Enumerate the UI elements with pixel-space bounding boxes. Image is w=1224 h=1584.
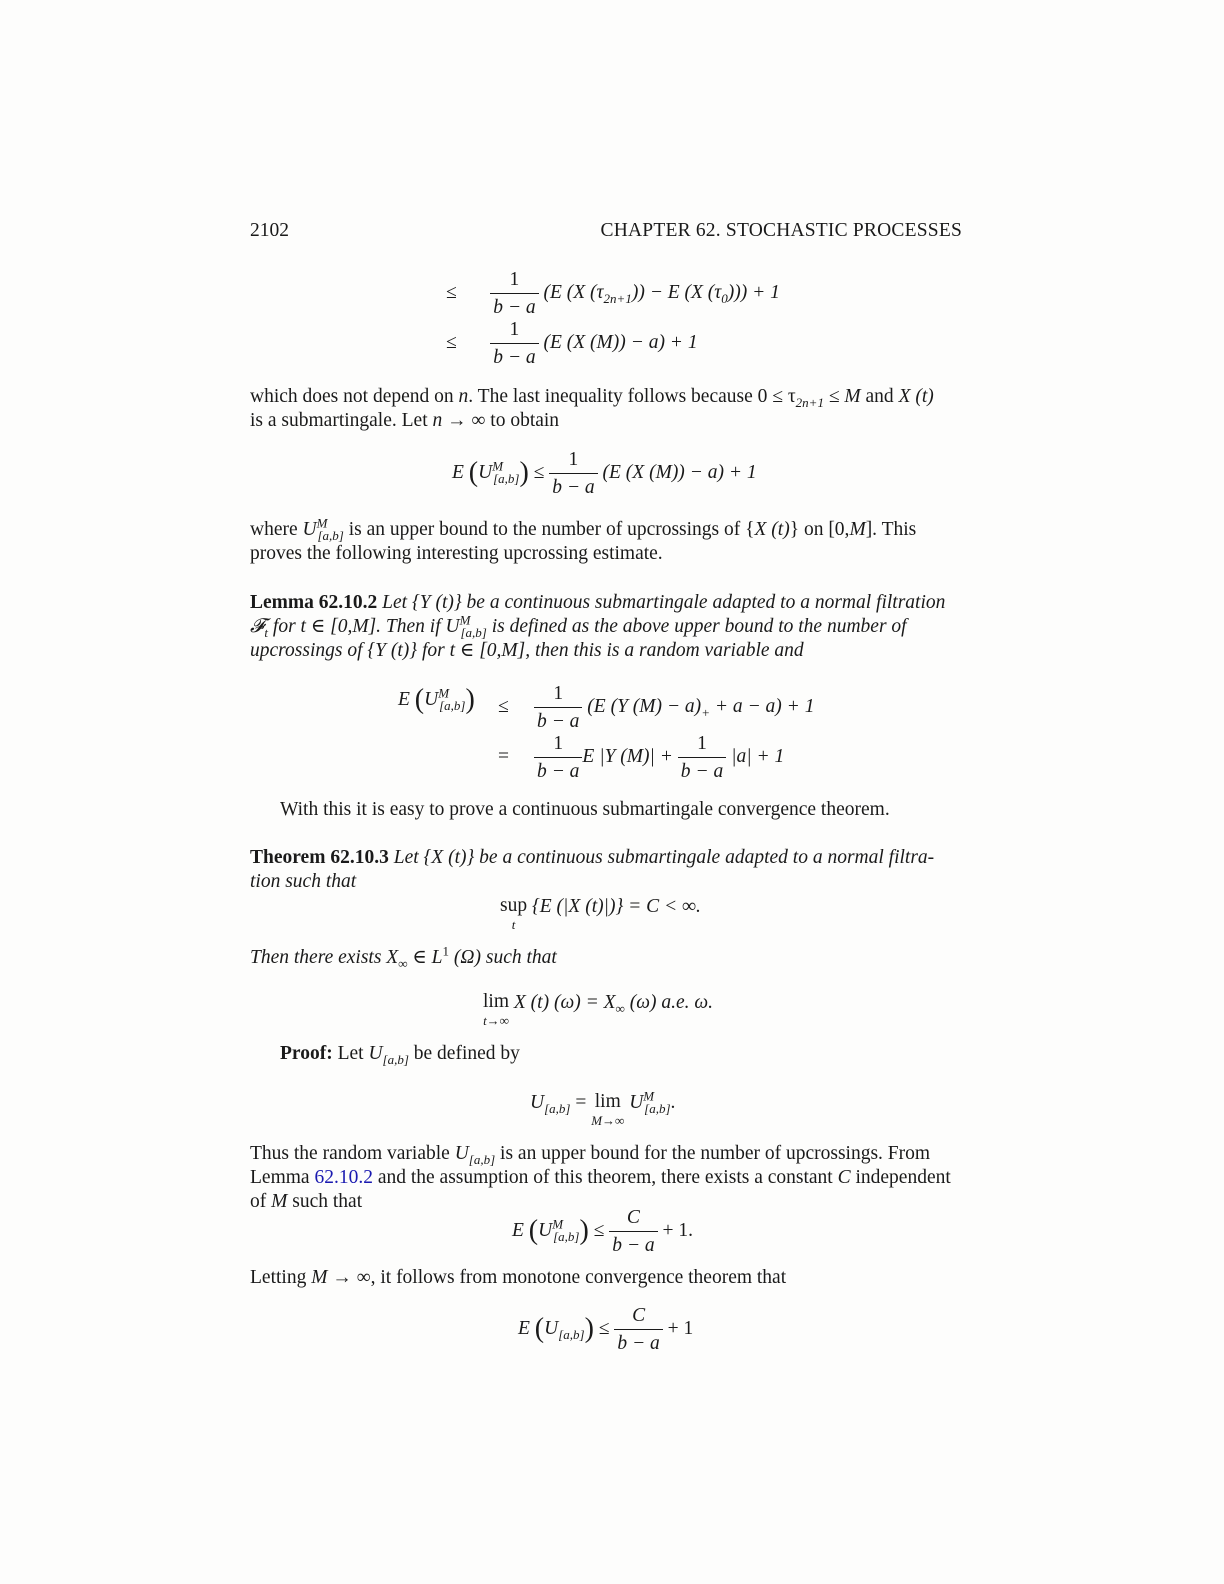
lemma-reference-link[interactable]: 62.10.2 bbox=[314, 1167, 373, 1188]
equation-line-1: ≤ $\frac{1}{b - a}$ (E (X $(\tau_{2n+1})) - E$ (X $(\tau_0))) + 1$ bbox=[446, 269, 780, 318]
paragraph-5: Letting M → ∞, it follows from monotone convergence theorem that bbox=[250, 1267, 787, 1288]
equation-upcross-1: E $(U^M_{[a,b]})$ ≤ $\frac{1}{b - a}$ (E (X (M)) − a) + 1 bbox=[452, 449, 757, 498]
lemma-62-10-2: Lemma 62.10.2 Let {Y (t)} be a continuous submartingale adapted to a normal filtration 𝓕$_t$ for t ∈ [0,M]. Then if $U^M_{[a,b]}$ is defined as the above upper bound to the number of upcrossings of {Y (t)} for t ∈ [0,M], then this is a random variable and bbox=[250, 592, 946, 661]
lemma-eq: = bbox=[498, 746, 509, 767]
lemma-equation-2-rhs: $\frac{1}{b - a}$ E |Y (M)| + $\frac{1}{b - a}$ |a| + 1 bbox=[534, 734, 784, 781]
proof-definition-equation: $U_{[a,b]} = \lim$ M→∞ $U^M_{[a,b]}$. bbox=[530, 1088, 676, 1128]
theorem-sup-equation: sup t {E (|X (t)|)} = C < ∞. bbox=[500, 895, 701, 932]
theorem-conclusion: Then there exists $X_\infty$ ∈ $L^1$ (Ω) such that bbox=[250, 943, 557, 971]
paragraph-2: where $U^M_{[a,b]}$ is an upper bound to the number of upcrossings of {X (t)} on [0,M]. This proves the following interesting upcrossing estimate. bbox=[250, 515, 917, 564]
lemma-le: ≤ bbox=[498, 696, 509, 717]
page bbox=[250, 0, 962, 1584]
lemma-equation-1: E $(U^M_{[a,b]})$ bbox=[398, 684, 475, 715]
paragraph-3: With this it is easy to prove a continuous submartingale convergence theorem. bbox=[280, 799, 890, 820]
bound-equation-1: E $(U^M_{[a,b]})$ ≤ $\frac{C}{b - a}$ + 1. bbox=[512, 1207, 694, 1256]
lemma-equation-1-rhs: $\frac{1}{b - a}$ (E (Y $(M) - a)_+ + a - a) + 1$ bbox=[534, 684, 814, 731]
paragraph-4: Thus the random variable $U_{[a,b]}$ is an upper bound for the number of upcrossings. From Lemma 62.10.2 and the assumption of this theorem, there exists a constant C independent of M such that bbox=[250, 1143, 951, 1212]
theorem-62-10-3: Theorem 62.10.3 Let {X (t)} be a continuous submartingale adapted to a normal filtra- tion such that bbox=[250, 847, 935, 892]
proof-intro: Proof: Let $U_{[a,b]}$ be defined by bbox=[280, 1043, 520, 1067]
paragraph-1: which does not depend on n. The last inequality follows because $0 \le \tau_{2n+1} \le M$ and X (t) is a submartingale. Let n → ∞ to obtain bbox=[250, 386, 934, 431]
page-number: 2102 bbox=[250, 220, 289, 241]
theorem-limit-equation: lim t→∞ X (t) $(\omega) = X_\infty$ (ω) a.e. ω. bbox=[483, 991, 714, 1028]
equation-line-2: ≤ $\frac{1}{b - a}$ (E (X (M)) − a) + 1 bbox=[446, 319, 698, 368]
chapter-title: CHAPTER 62. STOCHASTIC PROCESSES bbox=[600, 220, 962, 241]
bound-equation-2: E $(U_{[a,b]})$ ≤ $\frac{C}{b - a}$ + 1 bbox=[518, 1305, 694, 1354]
